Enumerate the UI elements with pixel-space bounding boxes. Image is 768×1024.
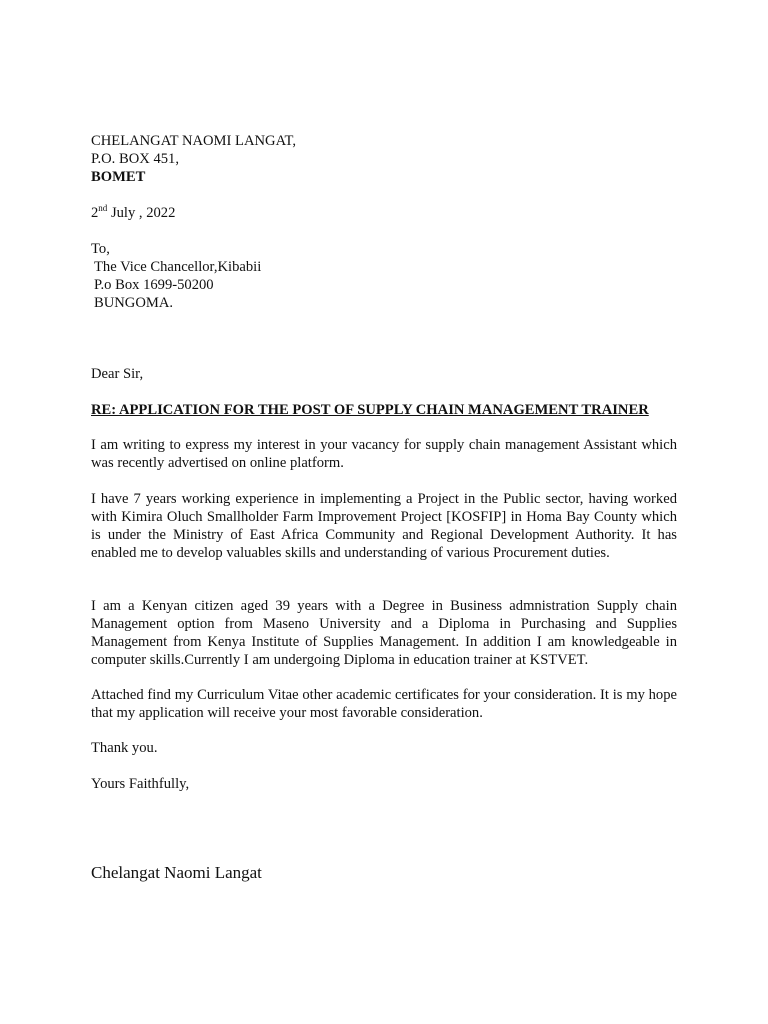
date-suffix: nd — [98, 203, 108, 213]
recipient-title: The Vice Chancellor,Kibabii — [94, 259, 262, 275]
date-day: 2 — [91, 205, 99, 221]
letter-date — [91, 204, 175, 222]
paragraph-text: I am writing to express my interest in your vacancy for supply chain management Assistant which was recently advertised on online platform. — [91, 437, 677, 471]
paragraph-experience — [91, 490, 677, 562]
recipient-box: P.o Box 1699-50200 — [94, 277, 214, 293]
subject-line: RE: APPLICATION FOR THE POST OF SUPPLY CHAIN MANAGEMENT TRAINER — [91, 402, 649, 418]
sender-box: P.O. BOX 451, — [91, 151, 179, 167]
recipient-to: To, — [91, 241, 110, 257]
closing-line: Yours Faithfully, — [91, 776, 190, 792]
paragraph-attachments — [91, 686, 677, 722]
paragraph-text: I am a Kenyan citizen aged 39 years with a Degree in Business admnistration Supply chain Management option from Maseno University and a Diploma in Purchasing and Supplies Management from Kenya Institute of Supplies Management. In addition I am knowledgeable in computer skills.Currently I am undergoing Diploma in education trainer at KSTVET. — [91, 598, 677, 668]
date-rest: July , 2022 — [107, 205, 176, 221]
paragraph-interest — [91, 436, 677, 472]
signature-name: Chelangat Naomi Langat — [91, 863, 262, 882]
recipient-town: BUNGOMA. — [94, 295, 174, 311]
thanks-line: Thank you. — [91, 740, 158, 756]
sender-town: BOMET — [91, 169, 146, 185]
paragraph-text: I have 7 years working experience in implementing a Project in the Public sector, having worked with Kimira Oluch Smallholder Farm Improvement Project [KOSFIP] in Homa Bay County which is under the Ministry of East Africa Community and Regional Development Authority. It has enabled me to develop valuables skills and understanding of various Procurement duties. — [91, 491, 677, 561]
greeting: Dear Sir, — [91, 366, 144, 382]
paragraph-text: Attached find my Curriculum Vitae other academic certificates for your consideration. It is my hope that my application will receive your most favorable consideration. — [91, 687, 677, 721]
sender-name: CHELANGAT NAOMI LANGAT, — [91, 133, 296, 149]
paragraph-qualifications — [91, 597, 677, 669]
